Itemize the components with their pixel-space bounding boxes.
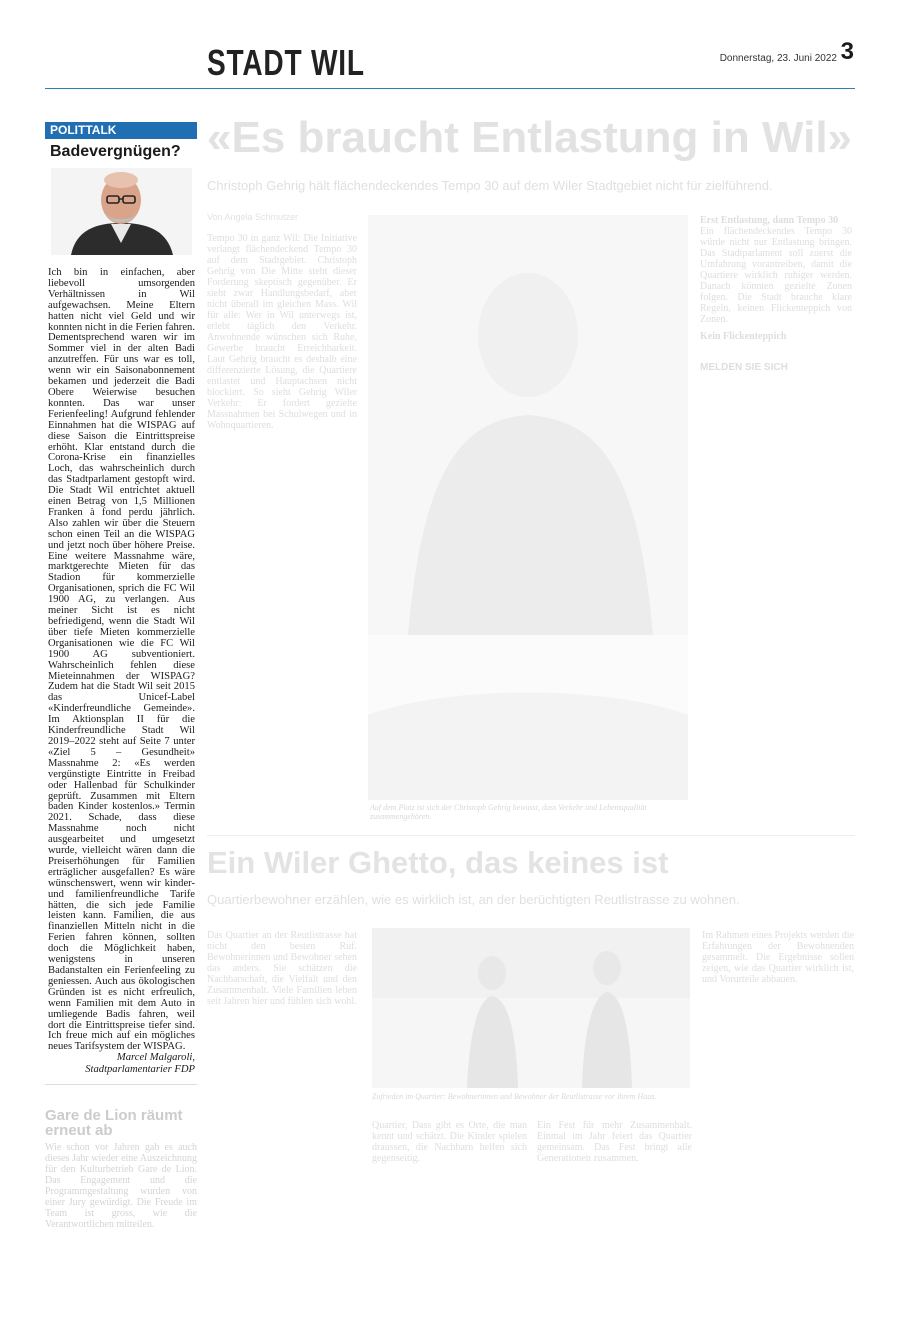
sidebar-story-title: Gare de Lion räumt erneut ab — [45, 1107, 183, 1139]
article1-sidebar-column — [700, 215, 852, 810]
article1-callout: MELDEN SIE SICH — [700, 362, 788, 373]
section-title: STADT WIL — [207, 42, 365, 83]
author-role: Stadtparlamentarier FDP — [85, 1064, 195, 1075]
portrait-icon — [51, 168, 192, 255]
portrait-photo — [51, 168, 192, 255]
article1-photo — [368, 215, 688, 800]
article-divider — [207, 835, 855, 836]
article2-photo-caption: Zufrieden im Quartier: Bewohnerinnen und Bewohner der Reutlistrasse vor ihrem Haus. — [372, 1092, 657, 1101]
article2-column: Ein Fest für mehr Zusammenhalt. Einmal im Jahr feiert das Quartier gemeinsam. Das Fest bringt alle Generationen zusammen. — [537, 1120, 692, 1164]
author-name: Marcel Malgaroli, — [116, 1052, 195, 1063]
politalk-author — [48, 1052, 195, 1076]
article1-col3-sub1: Erst Entlastung, dann Tempo 30 — [700, 215, 839, 226]
article1-photo-caption: Auf dem Platz ist sich der Christoph Gehrig bewusst, dass Verkehr und Lebensqualität zusammengehören. — [370, 803, 647, 821]
article1-byline: Von Angela Schmutzer — [207, 212, 299, 222]
politalk-title: Badevergnügen? — [50, 143, 181, 160]
sidebar-divider — [45, 1084, 197, 1085]
group-photo-icon — [372, 928, 690, 1088]
article2-column: Das Quartier an der Reutlistrasse hat nicht den besten Ruf. Bewohnerinnen und Bewohner sehen das anders. Sie schätzen die Nachbarschaft, die Vielfalt und den Zusammenhalt. Viele Familien leben seit Jahren hier und fühlen sich wohl. — [207, 930, 357, 1007]
header-divider — [45, 88, 855, 89]
article1-headline: «Es braucht Entlastung in Wil» — [207, 113, 853, 162]
article1-subhead: Christoph Gehrig hält flächendeckendes Tempo 30 auf dem Wiler Stadtgebiet nicht für zielführend. — [207, 178, 773, 193]
article2-headline: Ein Wiler Ghetto, das keines ist — [207, 845, 669, 880]
article2-column: Quartier, Dass gibt es Orte, die man kennt und schätzt. Die Kinder spielen draussen, die Nachbarn helfen sich gegenseitig. — [372, 1120, 527, 1164]
politalk-label: POLITTALK — [45, 122, 197, 139]
man-portrait-icon — [368, 215, 688, 800]
article2-photo — [372, 928, 690, 1088]
issue-date: Donnerstag, 23. Juni 2022 — [719, 53, 837, 64]
sidebar-story-text: Wie schon vor Jahren gab es auch dieses Jahr wieder eine Auszeichnung für den Kulturbetrieb Gare de Lion. Das Engagement und die Programmgestaltung wurden von einer Jury gewürdigt. Die Freude im Team ist gross, wie die Verantwortlichen mitteilen. — [45, 1142, 197, 1230]
article1-col3-sub2: Kein Flickenteppich — [700, 331, 787, 342]
page-number: 3 — [840, 38, 854, 65]
article2-subhead: Quartierbewohner erzählen, wie es wirklich ist, an der berüchtigten Reutlistrasse zu wohnen. — [207, 892, 740, 907]
politalk-text: Ich bin in einfachen, aber liebevoll umsorgenden Verhältnissen in Wil aufgewachsen. Meine Eltern hatten nicht viel Geld und wir konnten nicht in die Ferien fahren. Dementsprechend waren wir im Sommer viel in der alten Badi anzutreffen. Für uns war es toll, wenn wir ein Saisonabonnement bekamen und jederzeit die Badi Obere Weierwise besuchen konnten. Das war unser Ferienfeeling! Aufgrund fehlender Einnahmen hat die WISPAG auf diese Saison die Eintrittspreise erhöht. Klar entstand durch die Corona-Krise ein finanzielles Loch, das wahrscheinlich durch das Stadtparlament gestopft wird. Die Stadt Wil entrichtet aktuell einen Betrag von 1,5 Millionen Franken à fond perdu jährlich. Also zahlen wir über die Steuern schon einen Teil an die WISPAG und jetzt noch über höhere Preise. Eine weitere Massnahme wäre, marktgerechte Mieten für das Stadion für kommerzielle Organisationen, sprich die FC Wil 1900 AG, zu verlangen. Aus meiner Sicht ist es nicht befriedigend, wenn die Stadt Wil über tiefe Mieten kommerzielle Organisationen wie die FC Wil 1900 AG subventioniert. Wahrscheinlich fehlen diese Mieteinnahmen der WISPAG? Zudem hat die Stadt Wil seit 2015 das Unicef-Label «Kinderfreundliche Gemeinde». Im Aktionsplan II für die Kinderfreundliche Stadt Wil 2019–2022 steht auf Seite 7 unter «Ziel 5 – Gesundheit» Massnahme 2: «Es werden vergünstigte Eintritte in Freibad oder Hallenbad für Schulkinder geprüft. Zusammen mit Eltern baden Kinder kostenlos.» Termin 2021. Schade, dass diese Massnahme noch nicht ausgearbeitet und umgesetzt wurde, vielleicht wären dann die Preiserhöhungen für Familien erträglicher ausgefallen? Es wäre wünschenswert, wenn wir kinder- und familienfreundliche Tarife hätten, die sich jede Familie leisten kann. Familien, die aus finanziellen Mitteln nicht in die Ferien fahren können, sollten doch die Möglichkeit haben, wenigstens in unseren Badanstalten ein Ferienfeeling zu geniessen. Auch aus ökologischen Gründen ist es nicht erfreulich, wenn Familien mit dem Auto in umliegende Badis fahren, weil dort die Eintrittspreise tiefer sind. Ich freue mich auf ein mögliches neues Tarifsystem der WISPAG. — [48, 267, 195, 1053]
article2-column: Im Rahmen eines Projekts werden die Erfahrungen der Bewohnenden gesammelt. Die Ergebnisse sollen zeigen, wie das Quartier wirklich ist, und Vorurteile abbauen. — [702, 930, 854, 985]
article1-col3-text: Ein flächendeckendes Tempo 30 würde nicht nur Entlastung bringen. Das Stadtparlament soll zuerst die Umfahrung vorantreiben, damit die Quartiere wirklich ruhiger werden. Danach könnten gezielte Zonen folgen. Die Stadt brauche klare Regeln, keinen Flickenteppich von Zonen. — [700, 226, 852, 325]
article1-column: Tempo 30 in ganz Wil: Die Initiative verlangt flächendeckend Tempo 30 auf dem Stadtgebiet. Christoph Gehrig von Die Mitte steht dieser Forderung skeptisch gegenüber. Er sieht zwar Handlungsbedarf, aber nicht überall im gleichen Mass. Wil für alle: Wer in Wil unterwegs ist, erlebt täglich den Verkehr. Anwohnende wünschen sich Ruhe, Gewerbe braucht Erreichbarkeit. Laut Gehrig braucht es deshalb eine differenzierte Lösung, die Quartiere entlastet und Hauptachsen nicht blockiert. So sieht Gehrig Wiler Verkehr: Er fordert gezielte Massnahmen bei Schulwegen und in Wohnquartieren. — [207, 233, 357, 431]
